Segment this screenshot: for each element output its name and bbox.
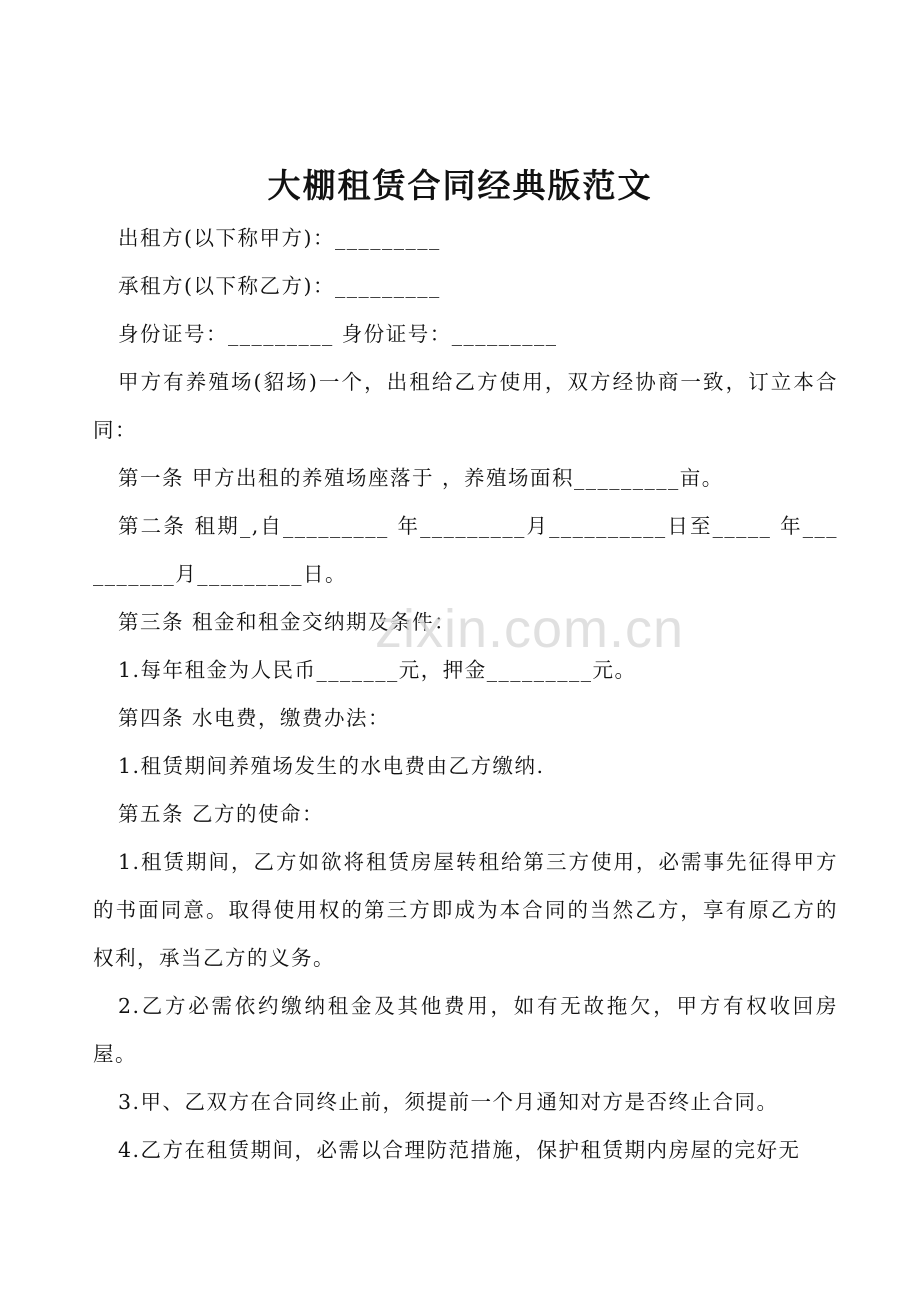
site-watermark: zixin.com.cn: [375, 599, 685, 659]
paragraph-article-4: 第四条 水电费，缴费办法：: [118, 706, 391, 730]
paragraph-article-2: 第二条 租期_,自_________ 年_________月__________日至_____ 年__________月_________日。: [93, 514, 838, 586]
paragraph-article-5-item-1: 1.租赁期间，乙方如欲将租赁房屋转租给第三方使用，必需事先征得甲方的书面同意。取得使用权的第三方即成为本合同的当然乙方，享有原乙方的权利，承当乙方的义务。: [93, 850, 838, 970]
paragraph-article-3-item-1: 1.每年租金为人民币_______元，押金_________元。: [118, 658, 637, 682]
paragraph-intro: 甲方有养殖场(貂场)一个，出租给乙方使用，双方经协商一致，订立本合同：: [93, 370, 838, 442]
paragraph-article-5: 第五条 乙方的使命：: [118, 802, 325, 826]
paragraph-id-numbers: 身份证号：_________ 身份证号：_________: [118, 322, 558, 346]
paragraph-lessor: 出租方(以下称甲方)：_________: [118, 226, 441, 250]
paragraph-article-5-item-4: 4.乙方在租赁期间，必需以合理防范措施，保护租赁期内房屋的完好无: [118, 1138, 801, 1162]
paragraph-article-5-item-3: 3.甲、乙双方在合同终止前，须提前一个月通知对方是否终止合同。: [118, 1090, 779, 1114]
paragraph-article-1: 第一条 甲方出租的养殖场座落于 ，养殖场面积_________亩。: [118, 466, 724, 490]
document-body: [93, 214, 838, 1174]
paragraph-article-4-item-1: 1.租赁期间养殖场发生的水电费由乙方缴纳.: [118, 754, 545, 778]
paragraph-article-5-item-2: 2.乙方必需依约缴纳租金及其他费用，如有无故拖欠，甲方有权收回房屋。: [93, 994, 838, 1066]
document-title: 大棚租赁合同经典版范文: [267, 166, 653, 205]
paragraph-lessee: 承租方(以下称乙方)：_________: [118, 274, 441, 298]
paragraph-article-3: 第三条 租金和租金交纳期及条件：: [118, 610, 457, 634]
